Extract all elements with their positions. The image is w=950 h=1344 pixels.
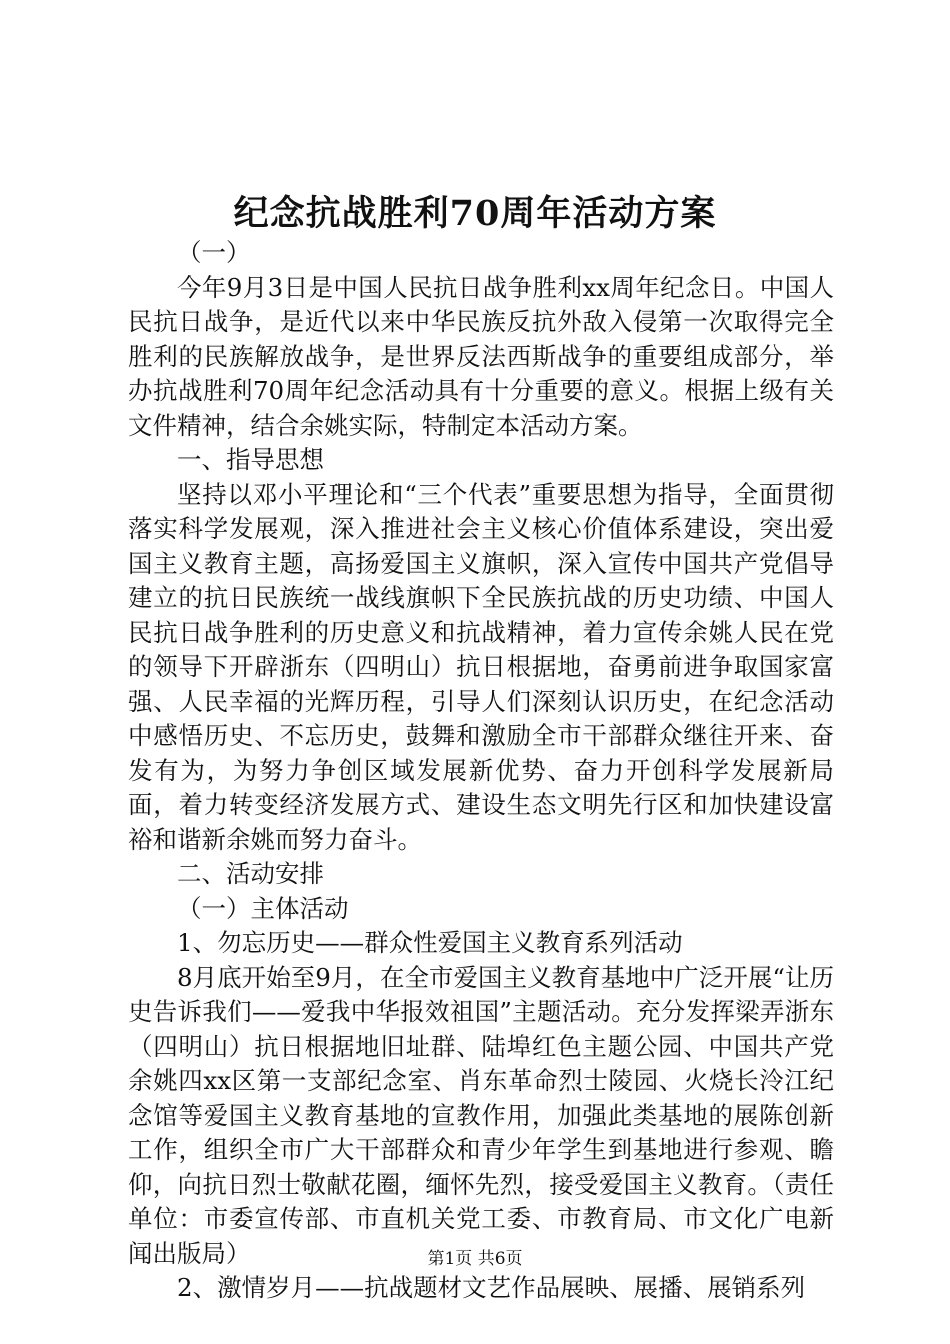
section-marker-1: （一） [177, 238, 251, 267]
document-title: 纪念抗战胜利70周年活动方案 [233, 193, 717, 234]
intro-paragraph: 今年9月3日是中国人民抗日战争胜利xx周年纪念日。中国人民抗日战争，是近代以来中华民族反抗外敌入侵第一次取得完全胜利的民族解放战争，是世界反法西斯战争的重要组成部分，举办抗战胜利70周年纪念活动具有十分重要的意义。根据上级有关文件精神，结合余姚实际，特制定本活动方案。 [128, 272, 834, 440]
document-body [128, 236, 834, 1306]
heading-activity-2: 2、激情岁月——抗战题材文艺作品展映、展播、展销系列 [177, 1273, 806, 1302]
guiding-ideology-paragraph: 坚持以邓小平理论和“三个代表”重要思想为指导，全面贯彻落实科学发展观，深入推进社会主义核心价值体系建设，突出爱国主义教育主题，高扬爱国主义旗帜，深入宣传中国共产党倡导建立的抗日民族统一战线旗帜下全民族抗战的历史功绩、中国人民抗日战争胜利的历史意义和抗战精神，着力宣传余姚人民在党的领导下开辟浙东（四明山）抗日根据地，奋勇前进争取国家富强、人民幸福的光辉历程，引导人们深刻认识历史，在纪念活动中感悟历史、不忘历史，鼓舞和激励全市干部群众继往开来、奋发有为，为努力争创区域发展新优势、奋力开创科学发展新局面，着力转变经济发展方式、建设生态文明先行区和加快建设富裕和谐新余姚而努力奋斗。 [128, 479, 834, 854]
activity-1-paragraph: 8月底开始至9月，在全市爱国主义教育基地中广泛开展“让历史告诉我们——爱我中华报效祖国”主题活动。充分发挥梁弄浙东（四明山）抗日根据地旧址群、陆埠红色主题公园、中国共产党余姚四xx区第一支部纪念室、肖东革命烈士陵园、火烧长泠江纪念馆等爱国主义教育基地的宣教作用，加强此类基地的展陈创新工作，组织全市广大干部群众和青少年学生到基地进行参观、瞻仰，向抗日烈士敬献花圈，缅怀先烈，接受爱国主义教育。（责任单位：市委宣传部、市直机关党工委、市教育局、市文化广电新闻出版局） [128, 962, 834, 1268]
heading-activity-arrangement: 二、活动安排 [177, 859, 324, 888]
page-footer: 第1页 共6页 [427, 1249, 523, 1269]
heading-guiding-ideology: 一、指导思想 [177, 445, 324, 474]
heading-activity-1: 1、勿忘历史——群众性爱国主义教育系列活动 [177, 928, 683, 957]
heading-main-activities: （一）主体活动 [177, 893, 349, 923]
